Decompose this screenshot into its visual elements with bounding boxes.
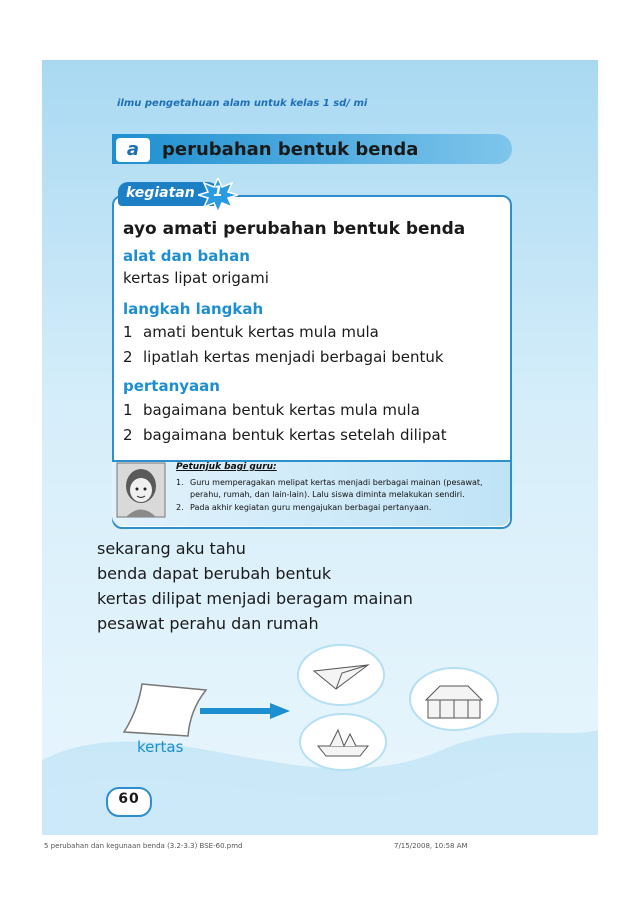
steps-heading: langkah langkah (123, 300, 264, 318)
materials-heading: alat dan bahan (123, 247, 250, 265)
note-item-text: Guru memperagakan melipat kertas menjadi berbagai mainan (pesawat, (190, 478, 483, 487)
questions-heading: pertanyaan (123, 377, 220, 395)
question-number: 1 (123, 401, 133, 419)
footer-filename: 5 perubahan dan kegunaan benda (3.2-3.3) BSE-60.pmd (44, 842, 243, 850)
arrow-right-icon (200, 703, 290, 719)
paper-label: kertas (137, 738, 184, 756)
paper-house-icon (408, 666, 500, 732)
conclusion-line: sekarang aku tahu (97, 539, 246, 558)
conclusion-line: pesawat perahu dan rumah (97, 614, 319, 633)
question-text: bagaimana bentuk kertas mula mula (143, 401, 420, 419)
activity-tab-label: kegiatan (126, 185, 195, 201)
note-item-number: 1. (176, 478, 184, 487)
step-text: amati bentuk kertas mula mula (143, 323, 379, 341)
activity-heading: ayo amati perubahan bentuk benda (123, 219, 466, 239)
materials-text: kertas lipat origami (123, 269, 269, 287)
question-text: bagaimana bentuk kertas setelah dilipat (143, 426, 447, 444)
note-item-number: 2. (176, 503, 184, 512)
question-number: 2 (123, 426, 133, 444)
subject-title: ilmu pengetahuan alam untuk kelas 1 sd/ mi (117, 98, 368, 109)
section-title: perubahan bentuk benda (162, 139, 419, 160)
paper-sheet-icon (120, 680, 210, 740)
conclusion-line: benda dapat berubah bentuk (97, 564, 332, 583)
step-number: 1 (123, 323, 133, 341)
note-item-text: perahu, rumah, dan lain-lain). Lalu siswa diminta melakukan sendiri. (190, 490, 465, 499)
conclusion-line: kertas dilipat menjadi beragam mainan (97, 589, 413, 608)
paper-plane-icon (296, 643, 386, 707)
paper-boat-icon (298, 712, 388, 772)
step-number: 2 (123, 348, 133, 366)
footer-timestamp: 7/15/2008, 10:58 AM (394, 842, 468, 850)
step-text: lipatlah kertas menjadi berbagai bentuk (143, 348, 444, 366)
page-number: 60 (118, 791, 140, 807)
section-letter: a (116, 138, 150, 162)
note-item-text: Pada akhir kegiatan guru mengajukan berbagai pertanyaan. (190, 503, 432, 512)
teacher-note-title: Petunjuk bagi guru: (176, 462, 277, 472)
teacher-avatar-icon (116, 462, 166, 518)
activity-number: 1 (213, 184, 223, 200)
